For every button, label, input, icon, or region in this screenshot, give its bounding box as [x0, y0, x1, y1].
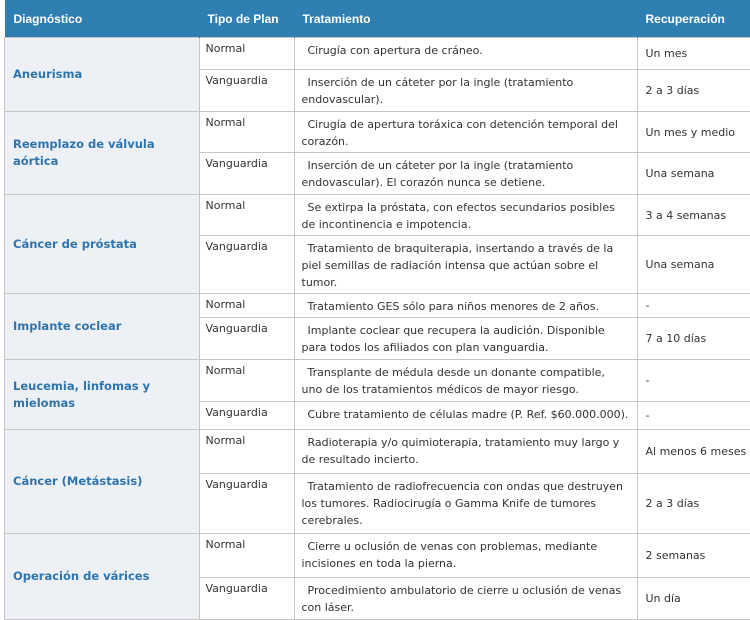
plan-cell: Vanguardia — [199, 153, 294, 195]
diagnosis-cell: Cáncer de próstata — [5, 195, 200, 294]
treatment-comparison-table-wrapper — [4, 0, 746, 620]
recovery-cell: 3 a 4 semanas — [637, 195, 750, 236]
table-row — [5, 294, 750, 318]
header-tratamiento: Tratamiento — [294, 0, 637, 38]
recovery-cell: Un día — [637, 578, 750, 620]
diagnosis-cell: Reemplazo de válvula aórtica — [5, 112, 200, 195]
recovery-cell: 2 a 3 días — [637, 70, 750, 112]
table-row — [5, 38, 750, 70]
diagnosis-cell: Aneurisma — [5, 38, 200, 112]
treatment-comparison-table — [4, 0, 750, 620]
plan-cell: Normal — [199, 294, 294, 318]
diagnosis-cell: Operación de várices — [5, 534, 200, 620]
plan-cell: Vanguardia — [199, 578, 294, 620]
header-tipo-plan: Tipo de Plan — [199, 0, 294, 38]
plan-cell: Vanguardia — [199, 402, 294, 430]
table-row — [5, 195, 750, 236]
recovery-cell: Al menos 6 meses — [637, 430, 750, 474]
plan-cell: Normal — [199, 195, 294, 236]
treatment-cell: Tratamiento GES sólo para niños menores de 2 años. — [294, 294, 637, 318]
recovery-cell: Un mes — [637, 38, 750, 70]
recovery-cell: - — [637, 360, 750, 402]
plan-cell: Vanguardia — [199, 474, 294, 534]
treatment-cell: Cirugía de apertura toráxica con detención temporal del corazón. — [294, 112, 637, 153]
header-recuperacion: Recuperación — [637, 0, 750, 38]
plan-cell: Normal — [199, 534, 294, 578]
treatment-cell: Implante coclear que recupera la audición. Disponible para todos los afiliados con plan vanguardia. — [294, 318, 637, 360]
header-row — [5, 0, 750, 38]
treatment-cell: Se extirpa la próstata, con efectos secundarios posibles de incontinencia e impotencia. — [294, 195, 637, 236]
plan-cell: Vanguardia — [199, 318, 294, 360]
treatment-cell: Tratamiento de braquiterapia, insertando a través de la piel semillas de radiación intensa que actúan sobre el tumor. — [294, 236, 637, 294]
recovery-cell: 2 a 3 días — [637, 474, 750, 534]
plan-cell: Normal — [199, 38, 294, 70]
treatment-cell: Transplante de médula desde un donante compatible, uno de los tratamientos médicos de mayor riesgo. — [294, 360, 637, 402]
treatment-cell: Inserción de un cáteter por la ingle (tratamiento endovascular). — [294, 70, 637, 112]
treatment-cell: Cirugía con apertura de cráneo. — [294, 38, 637, 70]
plan-cell: Vanguardia — [199, 236, 294, 294]
table-row — [5, 360, 750, 402]
header-diagnostico: Diagnóstico — [5, 0, 200, 38]
recovery-cell: Una semana — [637, 153, 750, 195]
plan-cell: Normal — [199, 360, 294, 402]
recovery-cell: 7 a 10 días — [637, 318, 750, 360]
recovery-cell: - — [637, 402, 750, 430]
recovery-cell: 2 semanas — [637, 534, 750, 578]
plan-cell: Normal — [199, 430, 294, 474]
treatment-cell: Tratamiento de radiofrecuencia con ondas que destruyen los tumores. Radiocirugía o Gamma Knife de tumores cerebrales. — [294, 474, 637, 534]
treatment-cell: Inserción de un cáteter por la ingle (tratamiento endovascular). El corazón nunca se detiene. — [294, 153, 637, 195]
plan-cell: Vanguardia — [199, 70, 294, 112]
diagnosis-cell: Implante coclear — [5, 294, 200, 360]
table-row — [5, 430, 750, 474]
diagnosis-cell: Cáncer (Metástasis) — [5, 430, 200, 534]
treatment-cell: Cubre tratamiento de células madre (P. Ref. $60.000.000). — [294, 402, 637, 430]
recovery-cell: Una semana — [637, 236, 750, 294]
treatment-cell: Cierre u oclusión de venas con problemas, mediante incisiones en toda la pierna. — [294, 534, 637, 578]
diagnosis-cell: Leucemia, linfomas y mielomas — [5, 360, 200, 430]
plan-cell: Normal — [199, 112, 294, 153]
table-row — [5, 112, 750, 153]
table-row — [5, 534, 750, 578]
treatment-cell: Procedimiento ambulatorio de cierre u oclusión de venas con láser. — [294, 578, 637, 620]
recovery-cell: Un mes y medio — [637, 112, 750, 153]
treatment-cell: Radioterapia y/o quimioterapia, tratamiento muy largo y de resultado incierto. — [294, 430, 637, 474]
recovery-cell: - — [637, 294, 750, 318]
